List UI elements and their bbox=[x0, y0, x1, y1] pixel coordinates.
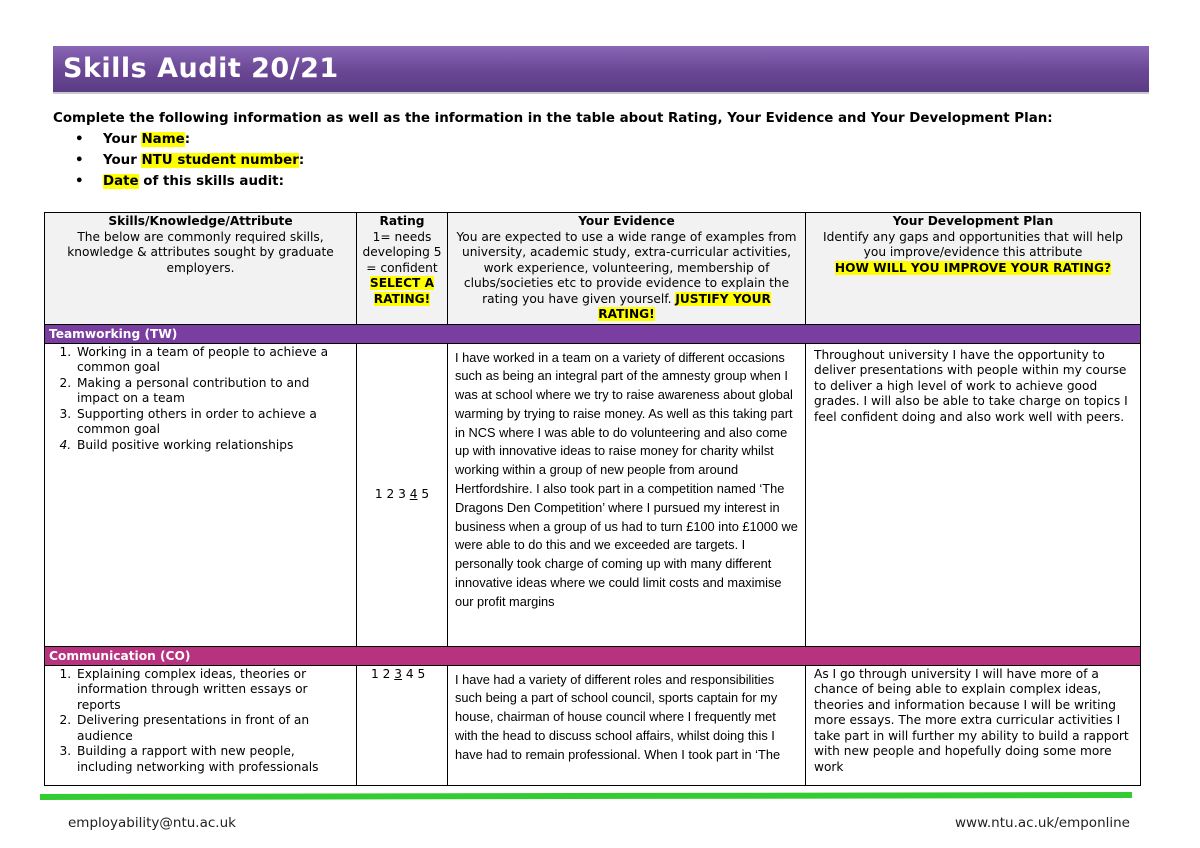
development-plan-cell[interactable] bbox=[806, 665, 1141, 785]
selected-rating: 3 bbox=[394, 666, 403, 681]
section-header-teamworking: Teamworking (TW) bbox=[45, 324, 1141, 343]
skills-list bbox=[49, 345, 352, 454]
highlight-date: Date bbox=[103, 174, 139, 189]
skills-cell bbox=[45, 343, 357, 646]
highlight-name: Name bbox=[141, 132, 185, 147]
evidence-cell[interactable] bbox=[448, 343, 806, 646]
footer-divider bbox=[40, 792, 1132, 800]
intro-section bbox=[53, 108, 1153, 192]
list-item: 2. Delivering presentations in front of an audience bbox=[75, 713, 352, 744]
rating-cell[interactable]: 1 2 3 4 5 bbox=[357, 343, 448, 646]
header-skills: Skills/Knowledge/Attribute The below are commonly required skills, knowledge & attributes sought by graduate employers. bbox=[45, 213, 357, 325]
intro-lead: Complete the following information as well as the information in the table about Rating, Your Evidence and Your Development Plan: bbox=[53, 111, 1053, 126]
evidence-text: I have worked in a team on a variety of different occasions such as being an integral part of the amnesty group when I was at school where we try to raise awareness about global warming by trying to raise money. As well as this taking part in NCS where I was able to do volunteering and also come up with innovative ideas to raise money for charity whilst working within a group of new people from around Hertfordshire. I also took part in a competition named ‘The Dragons Den Competition’ where I pursued my interest in business when a group of us had to turn £100 into £1000 we were able to do this and we exceeded are targets. I personally took charge of coming up with many different innovative ideas where we could limit costs and maximise our profit margins bbox=[455, 349, 798, 609]
list-item: 2. Making a personal contribution to and impact on a team bbox=[75, 376, 352, 407]
highlight-select-rating: SELECT A RATING! bbox=[369, 276, 435, 306]
development-plan-text: As I go through university I will have more of a chance of being able to explain complex ideas, theories and information because I will be writing more essays. The more extra curricular activities I take part in will further my ability to build a rapport with new people and hopefully doing some more work bbox=[814, 666, 1129, 774]
page-title: Skills Audit 20/21 bbox=[63, 53, 339, 84]
intro-item-name: • Your Name: bbox=[53, 129, 1153, 150]
header-rating: Rating 1= needs developing 5 = confident SELECT A RATING! bbox=[357, 213, 448, 325]
footer-email[interactable]: employability@ntu.ac.uk bbox=[68, 815, 236, 831]
skills-cell bbox=[45, 665, 357, 785]
highlight-student-number: NTU student number bbox=[141, 153, 299, 168]
title-bar bbox=[53, 46, 1149, 94]
selected-rating: 4 bbox=[409, 486, 418, 501]
table-row bbox=[45, 343, 1141, 646]
intro-item-date: • Date of this skills audit: bbox=[53, 171, 1153, 192]
evidence-text: I have had a variety of different roles and responsibilities such being a part of school council, sports captain for my house, chairman of house council where I frequently met with the head to discuss school affairs, whilst doing this I have had to remain professional. When I took part in ‘The bbox=[455, 671, 781, 762]
list-item: 4. Build positive working relationships bbox=[75, 438, 352, 454]
highlight-justify-rating: JUSTIFY YOUR RATING! bbox=[598, 291, 771, 321]
intro-item-student-number: • Your NTU student number: bbox=[53, 150, 1153, 171]
list-item: 3. Building a rapport with new people, including networking with professionals bbox=[75, 744, 352, 775]
footer-website[interactable]: www.ntu.ac.uk/emponline bbox=[955, 815, 1130, 831]
skills-audit-table bbox=[44, 212, 1141, 786]
header-evidence: Your Evidence You are expected to use a wide range of examples from university, academic study, extra-curricular activities, work experience, volunteering, membership of clubs/societies etc to provide evidence to explain the rating you have given yourself. JUSTIFY YOUR RATING! bbox=[448, 213, 806, 325]
table-header-row bbox=[45, 213, 1141, 325]
intro-list bbox=[53, 129, 1153, 192]
skills-list bbox=[49, 667, 352, 776]
highlight-improve-rating: HOW WILL YOU IMPROVE YOUR RATING? bbox=[834, 260, 1112, 275]
rating-cell[interactable]: 1 2 3 4 5 bbox=[357, 665, 448, 785]
development-plan-cell[interactable] bbox=[806, 343, 1141, 646]
development-plan-text: Throughout university I have the opportunity to deliver presentations with people within my course to deliver a high level of work to achieve good grades. I will also be able to take charge on topics I feel confident doing and also work well with peers. bbox=[814, 347, 1128, 424]
header-development-plan: Your Development Plan Identify any gaps and opportunities that will help you improve/evidence this attribute HOW WILL YOU IMPROVE YOUR RATING? bbox=[806, 213, 1141, 325]
list-item: 3. Supporting others in order to achieve a common goal bbox=[75, 407, 352, 438]
section-header-communication: Communication (CO) bbox=[45, 646, 1141, 665]
list-item: 1. Explaining complex ideas, theories or information through written essays or reports bbox=[75, 667, 352, 714]
evidence-cell[interactable] bbox=[448, 665, 806, 785]
list-item: 1. Working in a team of people to achieve a common goal bbox=[75, 345, 352, 376]
table-row bbox=[45, 665, 1141, 785]
